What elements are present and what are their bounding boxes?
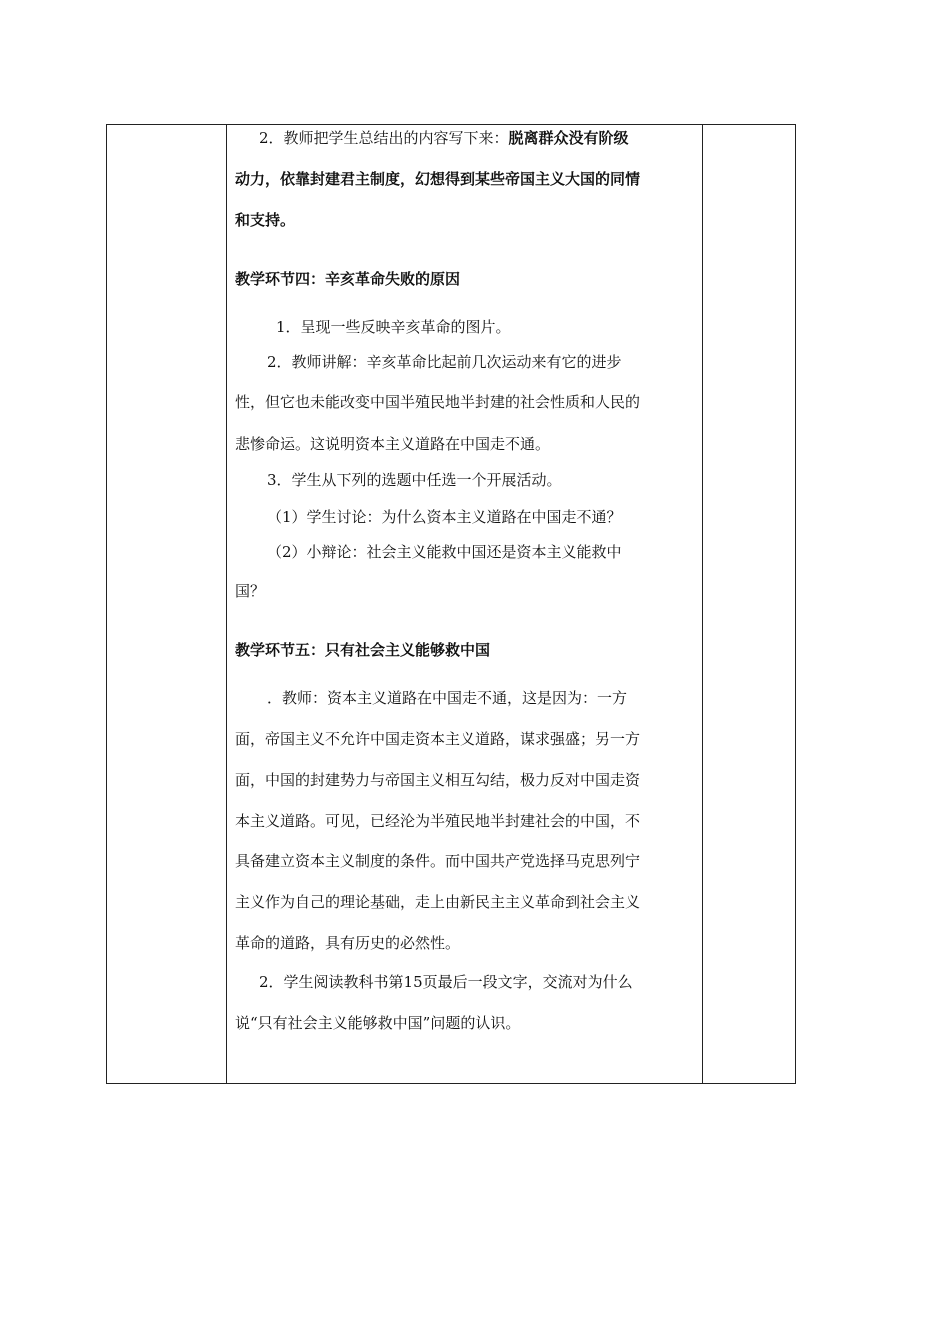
- section5-p2-line1: 2．学生阅读教科书第15页最后一段文字，交流对为什么: [259, 973, 633, 991]
- section4-item3: 3．学生从下列的选题中任选一个开展活动。: [267, 471, 562, 489]
- section5-p1-line2: 面，帝国主义不允许中国走资本主义道路，谋求强盛；另一方: [235, 730, 641, 748]
- section5-p1-line7: 革命的道路，具有历史的必然性。: [235, 934, 461, 952]
- section4-option2-line2: 国？: [235, 582, 266, 600]
- section5-p1-line6: 主义作为自己的理论基础，走上由新民主主义革命到社会主义: [235, 893, 641, 911]
- section4-item1: 1．呈现一些反映辛亥革命的图片。: [276, 318, 511, 336]
- section3-item2-lead: 2．教师把学生总结出的内容写下来：: [259, 129, 509, 147]
- section3-item2-line3: 和支持。: [235, 211, 296, 229]
- section4-item2-line3: 悲惨命运。这说明资本主义道路在中国走不通。: [235, 435, 551, 453]
- section4-option2-line1: （2）小辩论：社会主义能救中国还是资本主义能救中: [267, 543, 622, 561]
- column-divider-left: [226, 125, 227, 1083]
- section3-item2-bold-start: 脱离群众没有阶级: [508, 129, 629, 147]
- section5-p1-line1: ．教师：资本主义道路在中国走不通，这是因为：一方: [267, 689, 628, 707]
- section5-heading: 教学环节五：只有社会主义能够救中国: [235, 641, 491, 659]
- section3-item2-line2: 动力，依靠封建君主制度，幻想得到某些帝国主义大国的同情: [235, 170, 641, 188]
- section3-item2-line1: [259, 128, 629, 148]
- section5-p1-line5: 具备建立资本主义制度的条件。而中国共产党选择马克思列宁: [235, 852, 641, 870]
- section5-p2-line2: 说“只有社会主义能够救中国”问题的认识。: [235, 1014, 521, 1032]
- column-divider-right: [702, 125, 703, 1083]
- section4-heading: 教学环节四：辛亥革命失败的原因: [235, 270, 461, 288]
- section4-item2-line2: 性，但它也未能改变中国半殖民地半封建的社会性质和人民的: [235, 393, 641, 411]
- section4-option1: （1）学生讨论：为什么资本主义道路在中国走不通？: [267, 508, 622, 526]
- section5-p1-line4: 本主义道路。可见，已经沦为半殖民地半封建社会的中国，不: [235, 812, 641, 830]
- section5-p1-line3: 面，中国的封建势力与帝国主义相互勾结，极力反对中国走资: [235, 771, 641, 789]
- section4-item2-line1: 2．教师讲解：辛亥革命比起前几次运动来有它的进步: [267, 353, 622, 371]
